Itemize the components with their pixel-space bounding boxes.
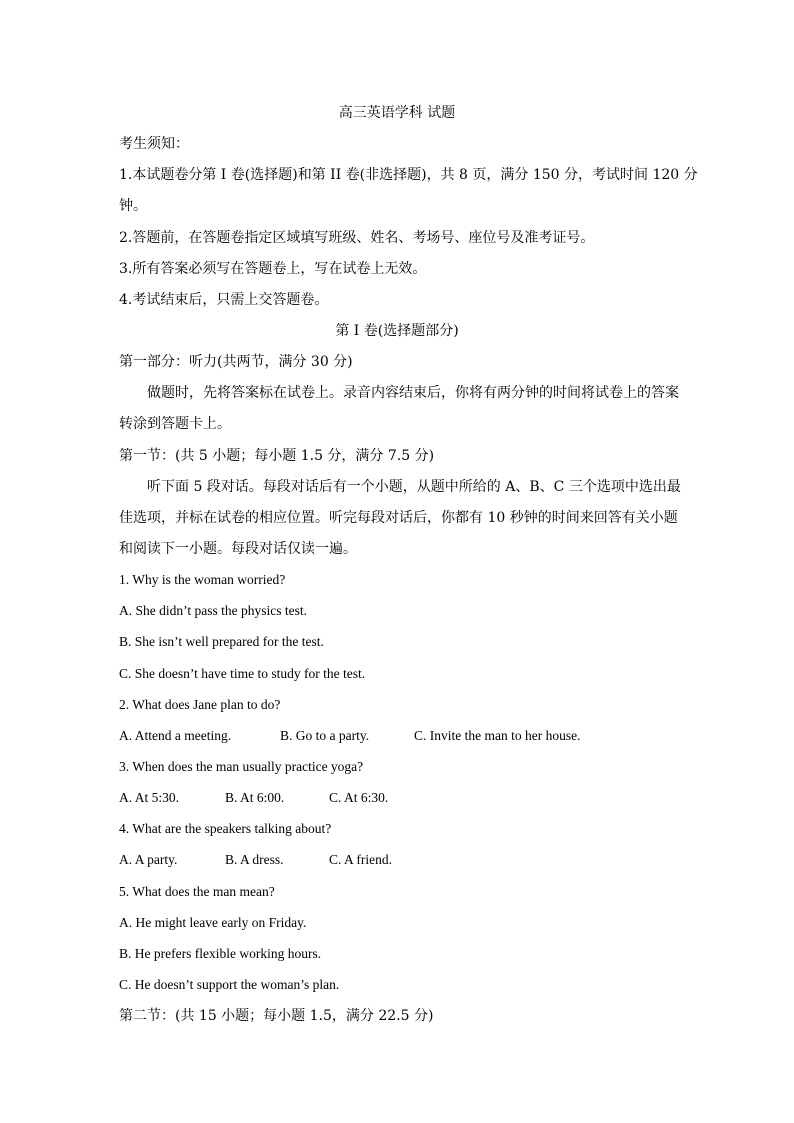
part1-instructions-cont: 转涂到答题卡上。 bbox=[119, 416, 231, 432]
notice-item-1: 1.本试题卷分第 I 卷(选择题)和第 II 卷(非选择题)，共 8 页，满分 150 分，考试时间 120 分 bbox=[119, 167, 698, 183]
section1-heading: 第一节：(共 5 小题；每小题 1.5 分，满分 7.5 分) bbox=[119, 448, 435, 464]
question-2-option-c: C. Invite the man to her house. bbox=[414, 728, 581, 743]
question-1-option-a: A. She didn’t pass the physics test. bbox=[119, 603, 307, 618]
question-1: 1. Why is the woman worried? bbox=[119, 572, 286, 587]
question-4-option-a: A. A party. bbox=[119, 852, 178, 867]
question-5-option-b: B. He prefers flexible working hours. bbox=[119, 946, 322, 961]
question-1-option-b: B. She isn’t well prepared for the test. bbox=[119, 634, 324, 649]
question-4: 4. What are the speakers talking about? bbox=[119, 821, 332, 836]
question-4-option-b: B. A dress. bbox=[225, 852, 284, 867]
section1-instructions: 听下面 5 段对话。每段对话后有一个小题，从题中所给的 A、B、C 三个选项中选出最 bbox=[147, 479, 681, 495]
notice-heading: 考生须知： bbox=[119, 136, 189, 152]
part1-instructions: 做题时，先将答案标在试卷上。录音内容结束后，你将有两分钟的时间将试卷上的答案 bbox=[147, 385, 679, 401]
question-3-option-c: C. At 6:30. bbox=[329, 790, 389, 805]
notice-item-4: 4.考试结束后，只需上交答题卷。 bbox=[119, 292, 329, 308]
volume-title: 第 I 卷(选择题部分) bbox=[335, 323, 459, 339]
question-3-option-b: B. At 6:00. bbox=[225, 790, 285, 805]
section2-heading: 第二节：(共 15 小题；每小题 1.5，满分 22.5 分) bbox=[119, 1008, 434, 1024]
page-title: 高三英语学科 试题 bbox=[338, 105, 456, 121]
question-4-option-c: C. A friend. bbox=[329, 852, 392, 867]
question-2-option-a: A. Attend a meeting. bbox=[119, 728, 232, 743]
question-1-option-c: C. She doesn’t have time to study for the test. bbox=[119, 666, 366, 681]
question-3-option-a: A. At 5:30. bbox=[119, 790, 180, 805]
notice-item-1-cont: 钟。 bbox=[119, 198, 147, 214]
notice-item-2: 2.答题前，在答题卷指定区域填写班级、姓名、考场号、座位号及准考证号。 bbox=[119, 230, 595, 246]
question-5-option-a: A. He might leave early on Friday. bbox=[119, 915, 307, 930]
section1-instructions-cont1: 佳选项，并标在试卷的相应位置。听完每段对话后，你都有 10 秒钟的时间来回答有关小题 bbox=[119, 510, 678, 526]
part1-heading: 第一部分：听力(共两节，满分 30 分) bbox=[119, 354, 353, 370]
question-5: 5. What does the man mean? bbox=[119, 884, 275, 899]
question-2: 2. What does Jane plan to do? bbox=[119, 697, 281, 712]
question-2-option-b: B. Go to a party. bbox=[280, 728, 370, 743]
section1-instructions-cont2: 和阅读下一小题。每段对话仅读一遍。 bbox=[119, 541, 357, 557]
question-5-option-c: C. He doesn’t support the woman’s plan. bbox=[119, 977, 340, 992]
notice-item-3: 3.所有答案必须写在答题卷上，写在试卷上无效。 bbox=[119, 261, 427, 277]
question-3: 3. When does the man usually practice yoga? bbox=[119, 759, 364, 774]
